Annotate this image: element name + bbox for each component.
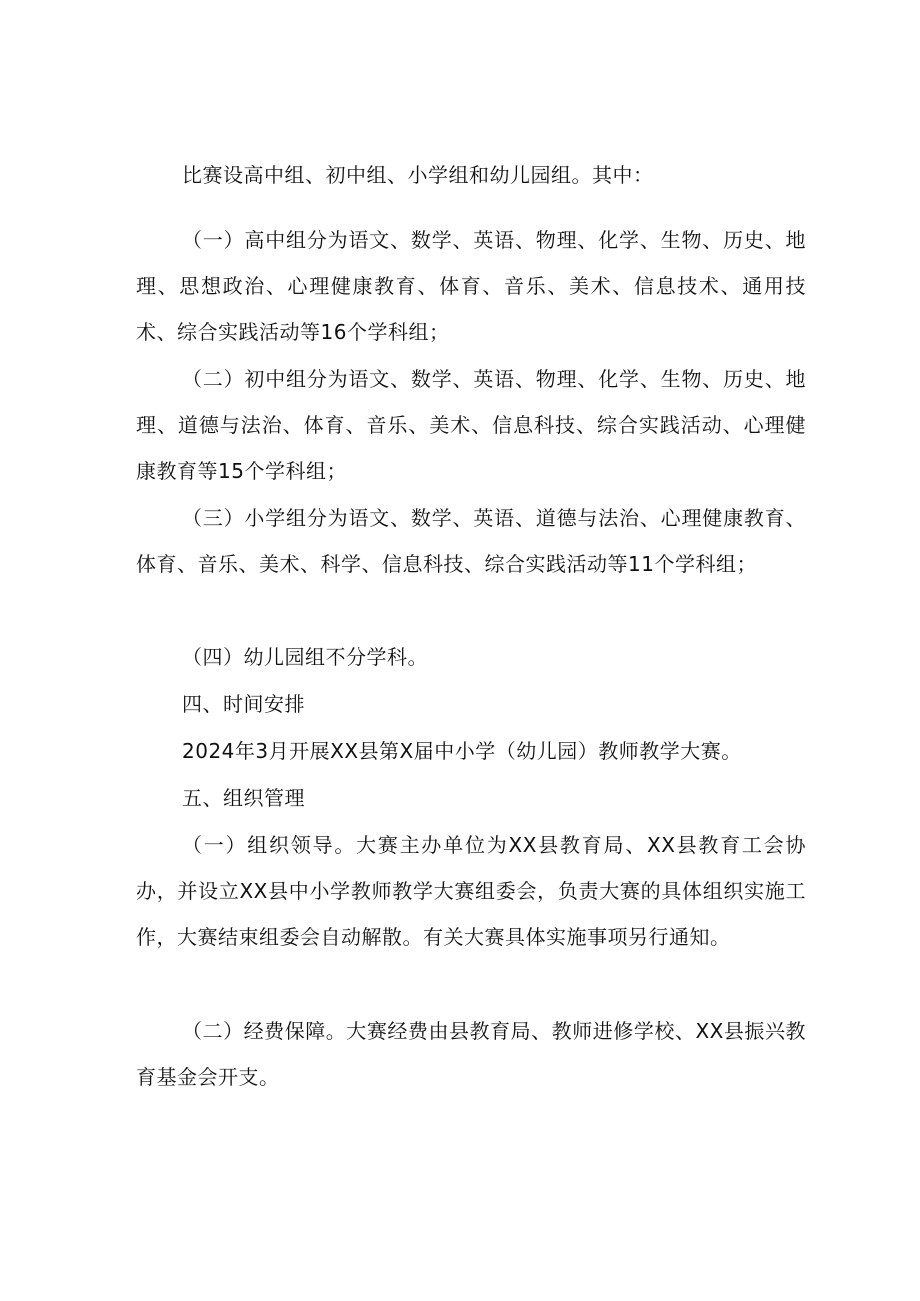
leadership-paragraph: （一）组织领导。大赛主办单位为XX县教育局、XX县教育工会协办，并设立XX县中小学教师教学大赛组委会，负责大赛的具体组织实施工作，大赛结束组委会自动解散。有关大赛具体实施事项另行通知。 — [136, 833, 806, 949]
section-heading-organization: 五、组织管理 — [182, 786, 305, 810]
primary-school-paragraph: （三）小学组分为语文、数学、英语、道德与法治、心理健康教育、体育、音乐、美术、科学、信息科技、综合实践活动等11个学科组； — [136, 506, 806, 576]
schedule-paragraph: 2024年3月开展XX县第X届中小学（幼儿园）教师教学大赛。 — [182, 739, 742, 763]
funding-paragraph: （二）经费保障。大赛经费由县教育局、教师进修学校、XX县振兴教育基金会开支。 — [136, 1019, 806, 1089]
middle-school-paragraph: （二）初中组分为语文、数学、英语、物理、化学、生物、历史、地理、道德与法治、体育、音乐、美术、信息科技、综合实践活动、心理健康教育等15个学科组； — [136, 367, 806, 483]
high-school-paragraph: （一）高中组分为语文、数学、英语、物理、化学、生物、历史、地理、思想政治、心理健康教育、体育、音乐、美术、信息技术、通用技术、综合实践活动等16个学科组； — [136, 228, 806, 344]
section-heading-schedule: 四、时间安排 — [182, 692, 305, 716]
kindergarten-paragraph: （四）幼儿园组不分学科。 — [182, 645, 428, 669]
intro-paragraph: 比赛设高中组、初中组、小学组和幼儿园组。其中： — [182, 163, 654, 187]
